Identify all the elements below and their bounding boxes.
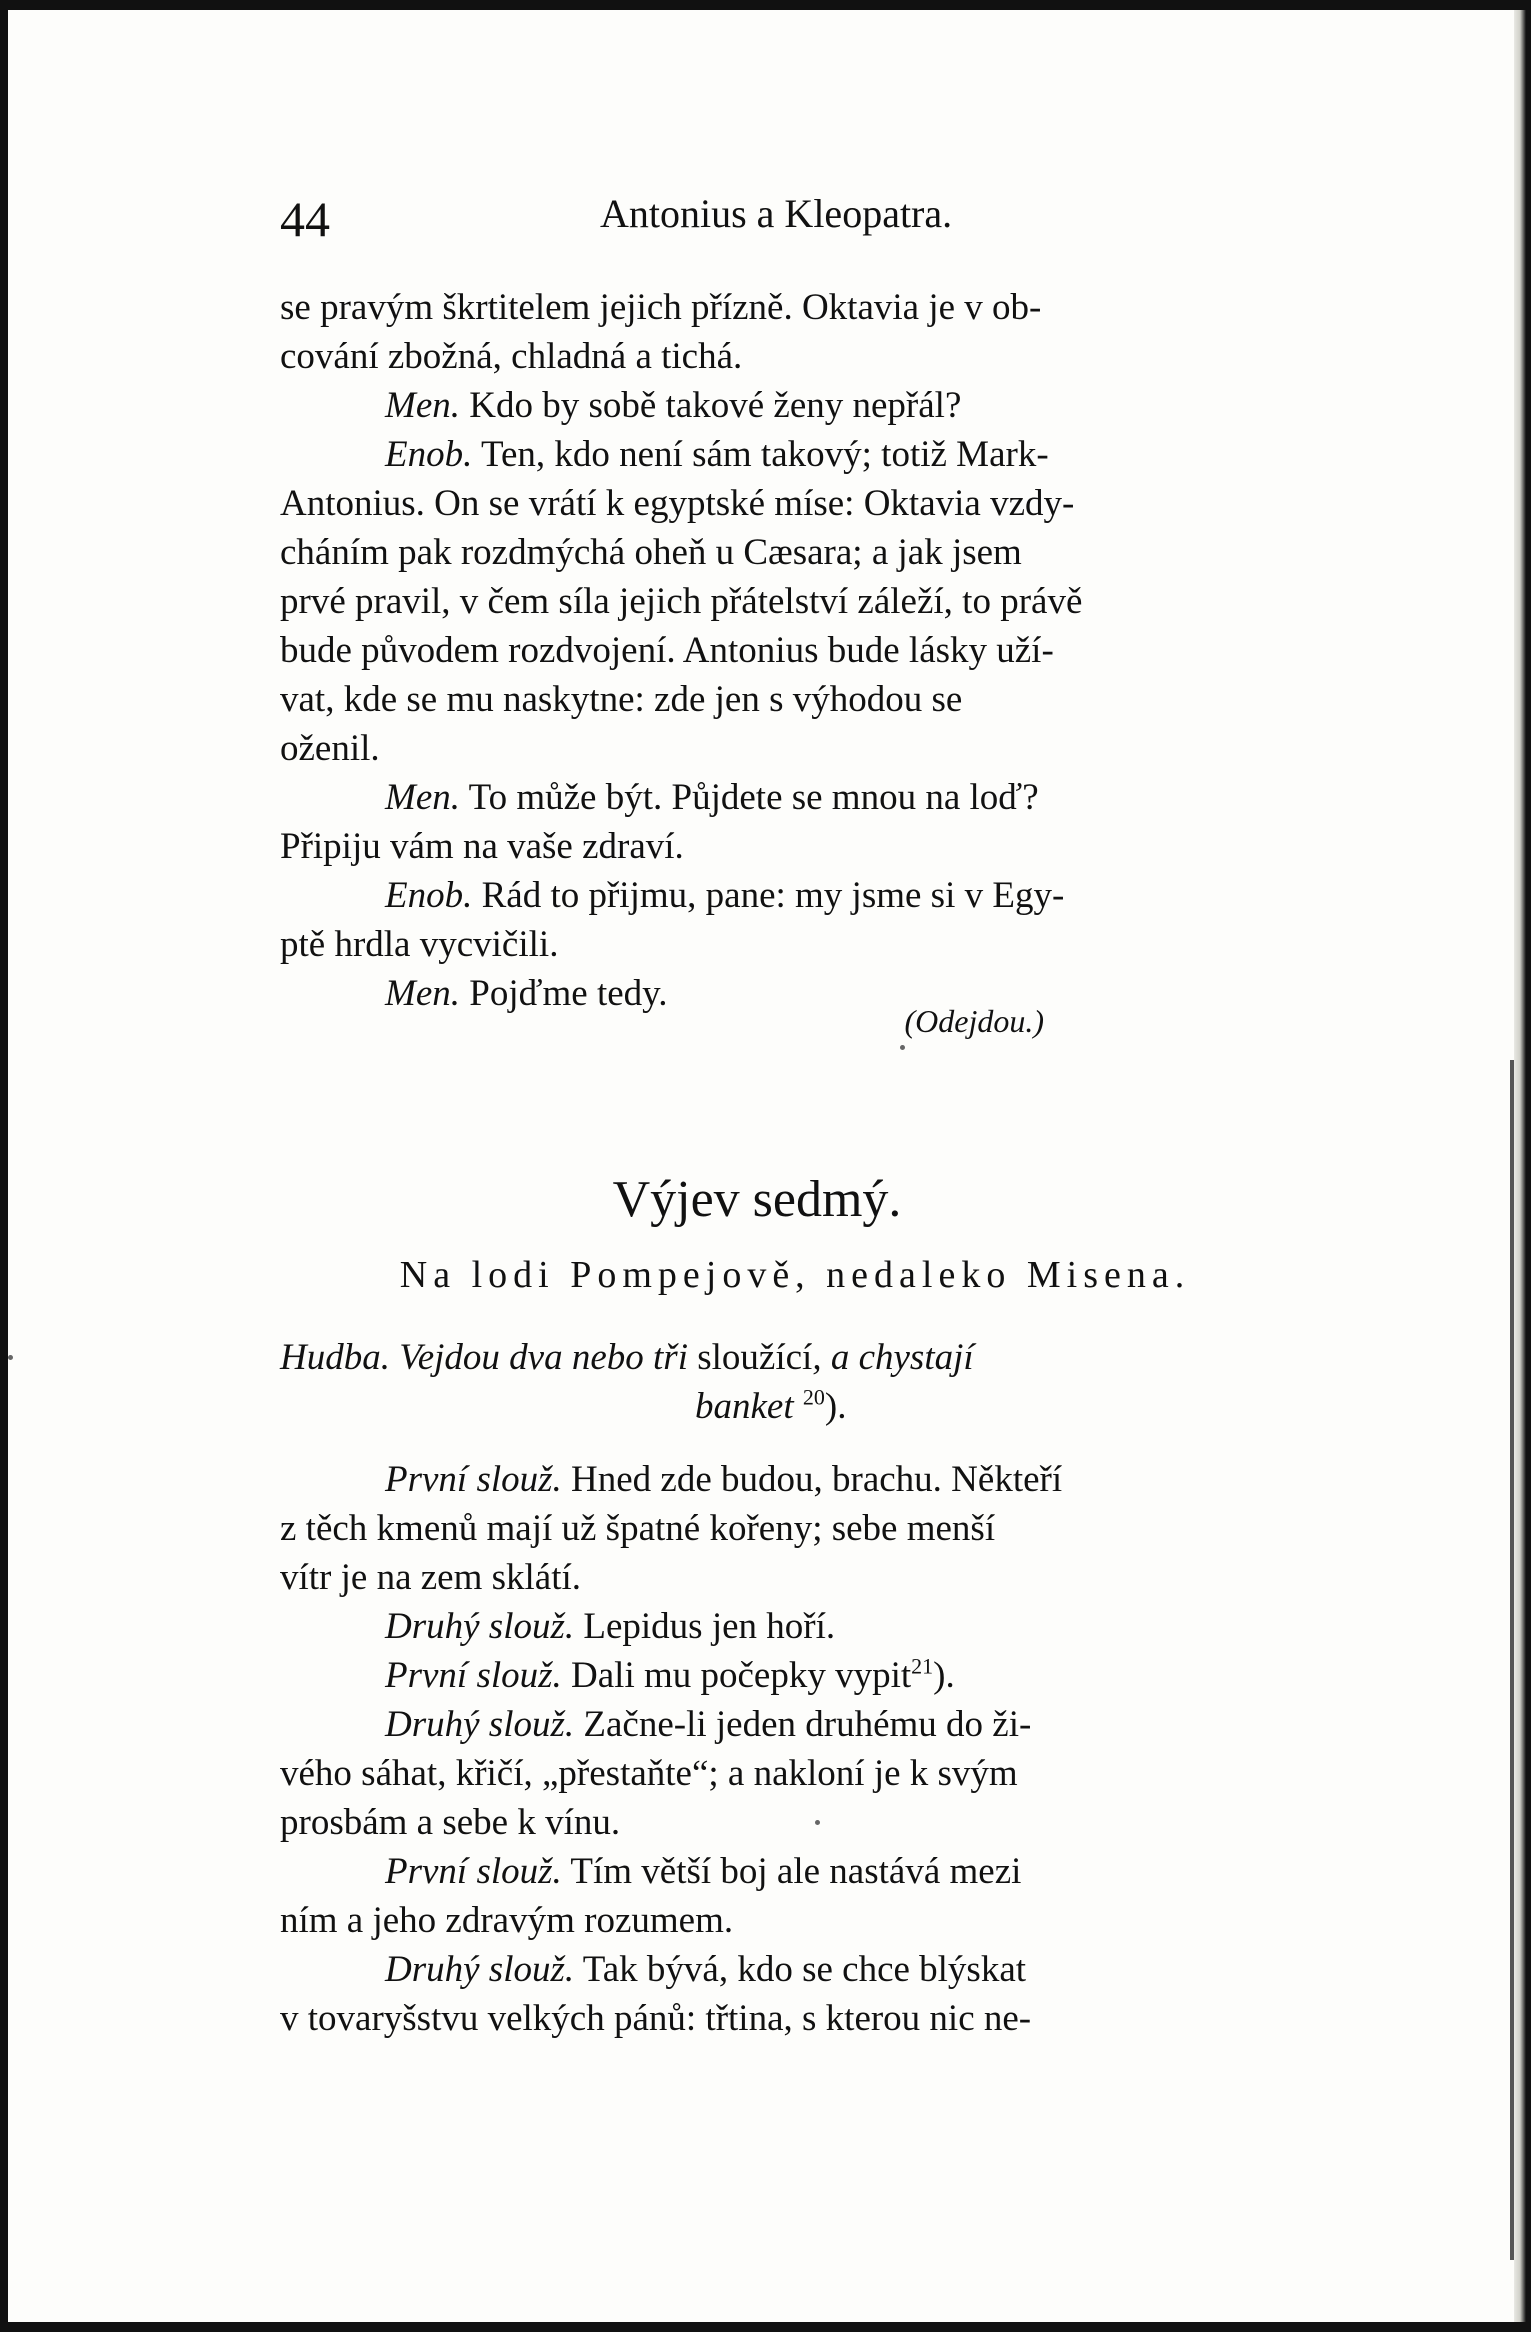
text-line xyxy=(280,1847,1310,1896)
line-text: cháním pak rozdmýchá oheň u Cæsara; a jak jsem xyxy=(280,532,1022,573)
speaker-name: První slouž. xyxy=(385,1655,562,1696)
text-line xyxy=(280,1798,1310,1847)
text-line xyxy=(280,381,1310,430)
text-line xyxy=(280,1553,1310,1602)
speck xyxy=(8,1355,13,1360)
line-text: Kdo by sobě takové ženy nepřál? xyxy=(460,385,962,426)
text-line xyxy=(280,1994,1310,2043)
line-text: prosbám a sebe k vínu. xyxy=(280,1802,621,1843)
line-text: vat, kde se mu naskytne: zde jen s výhodou se xyxy=(280,679,963,720)
speaker-name: První slouž. xyxy=(385,1459,562,1500)
running-title: Antonius a Kleopatra. xyxy=(600,191,953,236)
scan-edge-left xyxy=(0,0,8,2332)
stage-direction-roman: sloužící xyxy=(697,1337,813,1378)
speaker-name: První slouž. xyxy=(385,1851,562,1892)
footnote-marker-20: 20 xyxy=(802,1384,825,1410)
line-text: Lepidus jen hoří. xyxy=(574,1606,836,1647)
text-line xyxy=(280,1749,1310,1798)
text-line xyxy=(280,920,1310,969)
stage-direction-banket: banket xyxy=(695,1386,794,1427)
line-text: z těch kmenů mají už špatné kořeny; sebe menší xyxy=(280,1508,996,1549)
scene-title: Výjev sedmý. xyxy=(612,1171,902,1228)
line-text: To může být. Půjdete se mnou na loď? xyxy=(460,777,1039,818)
line-text: Začne-li jeden druhému do ži- xyxy=(574,1704,1032,1745)
line-text: v tovaryšstvu velkých pánů: třtina, s kterou nic ne- xyxy=(280,1998,1032,2039)
exit-direction: (Odejdou.) xyxy=(904,1003,1044,1039)
line-text: Ten, kdo není sám takový; totiž Mark- xyxy=(472,434,1049,475)
text-line xyxy=(280,430,1310,479)
stage-direction xyxy=(280,1333,1310,1431)
line-text: Rád to přijmu, pane: my jsme si v Egy- xyxy=(472,875,1065,916)
speaker-name: Druhý slouž. xyxy=(385,1704,575,1745)
line-text: Připiju vám na vaše zdraví. xyxy=(280,826,684,867)
line-text: Pojďme tedy. xyxy=(460,973,668,1014)
line-text: ptě hrdla vycvičili. xyxy=(280,924,559,965)
text-line xyxy=(280,1651,1310,1700)
text-line xyxy=(280,969,1310,1018)
text-line xyxy=(280,773,1310,822)
scan-edge-top xyxy=(0,0,1531,10)
line-text: Tak bývá, kdo se chce blýskat xyxy=(574,1949,1027,1990)
line-text: prvé pravil, v čem síla jejich přátelství záleží, to právě xyxy=(280,581,1083,622)
scan-edge-right xyxy=(1514,0,1531,2332)
speaker-name: Druhý slouž. xyxy=(385,1949,575,1990)
text-line xyxy=(280,1945,1310,1994)
speaker-name: Enob. xyxy=(385,434,473,475)
text-line xyxy=(280,1504,1310,1553)
text-line xyxy=(280,1700,1310,1749)
line-text: cování zbožná, chladná a tichá. xyxy=(280,336,743,377)
text-line xyxy=(280,675,1310,724)
dialogue-block-2 xyxy=(280,1455,1310,2043)
text-line xyxy=(280,822,1310,871)
stage-direction-line-1 xyxy=(280,1333,1310,1382)
speaker-name: Druhý slouž. xyxy=(385,1606,575,1647)
speck xyxy=(900,1045,905,1050)
line-text: Antonius. On se vrátí k egyptské míse: Oktavia vzdy- xyxy=(280,483,1075,524)
line-text: bude původem rozdvojení. Antonius bude lásky uží- xyxy=(280,630,1054,671)
dialogue-block-1 xyxy=(280,283,1310,1018)
speaker-name: Men. xyxy=(385,385,460,426)
line-text: ním a jeho zdravým rozumem. xyxy=(280,1900,734,1941)
line-text: oženil. xyxy=(280,728,380,769)
scene-location: Na lodi Pompejově, nedaleko Misena. xyxy=(399,1254,1191,1296)
stage-direction-line-2 xyxy=(280,1382,1310,1431)
stage-direction-text: Hudba. Vejdou dva nebo tři xyxy=(280,1337,698,1378)
text-line xyxy=(280,528,1310,577)
text-line xyxy=(280,724,1310,773)
text-line xyxy=(280,1896,1310,1945)
speaker-name: Men. xyxy=(385,973,460,1014)
line-text: Tím větší boj ale nastává mezi xyxy=(561,1851,1022,1892)
speaker-name: Men. xyxy=(385,777,460,818)
page-header xyxy=(280,190,1320,250)
text-line xyxy=(280,871,1310,920)
line-text: vítr je na zem sklátí. xyxy=(280,1557,582,1598)
line-text: se pravým škrtitelem jejich přízně. Oktavia je v ob- xyxy=(280,287,1042,328)
text-line xyxy=(280,332,1310,381)
text-line xyxy=(280,283,1310,332)
speaker-name: Enob. xyxy=(385,875,473,916)
speck xyxy=(815,1820,820,1825)
text-line xyxy=(280,626,1310,675)
text-line xyxy=(280,577,1310,626)
scan-edge-bottom xyxy=(0,2322,1531,2332)
text-line xyxy=(280,479,1310,528)
text-line xyxy=(280,1602,1310,1651)
footnote-close: ). xyxy=(933,1655,955,1696)
stage-direction-text-2: , a chystají xyxy=(812,1337,974,1378)
line-text: Hned zde budou, brachu. Někteří xyxy=(561,1459,1063,1500)
text-line xyxy=(280,1455,1310,1504)
page-number: 44 xyxy=(280,191,330,247)
footnote-close: ). xyxy=(824,1386,847,1427)
line-text: Dali mu počepky vypit xyxy=(561,1655,912,1696)
footnote-marker: 21 xyxy=(911,1653,934,1679)
line-text: vého sáhat, křičí, „přestaňte“; a nakloní je k svým xyxy=(280,1753,1018,1794)
